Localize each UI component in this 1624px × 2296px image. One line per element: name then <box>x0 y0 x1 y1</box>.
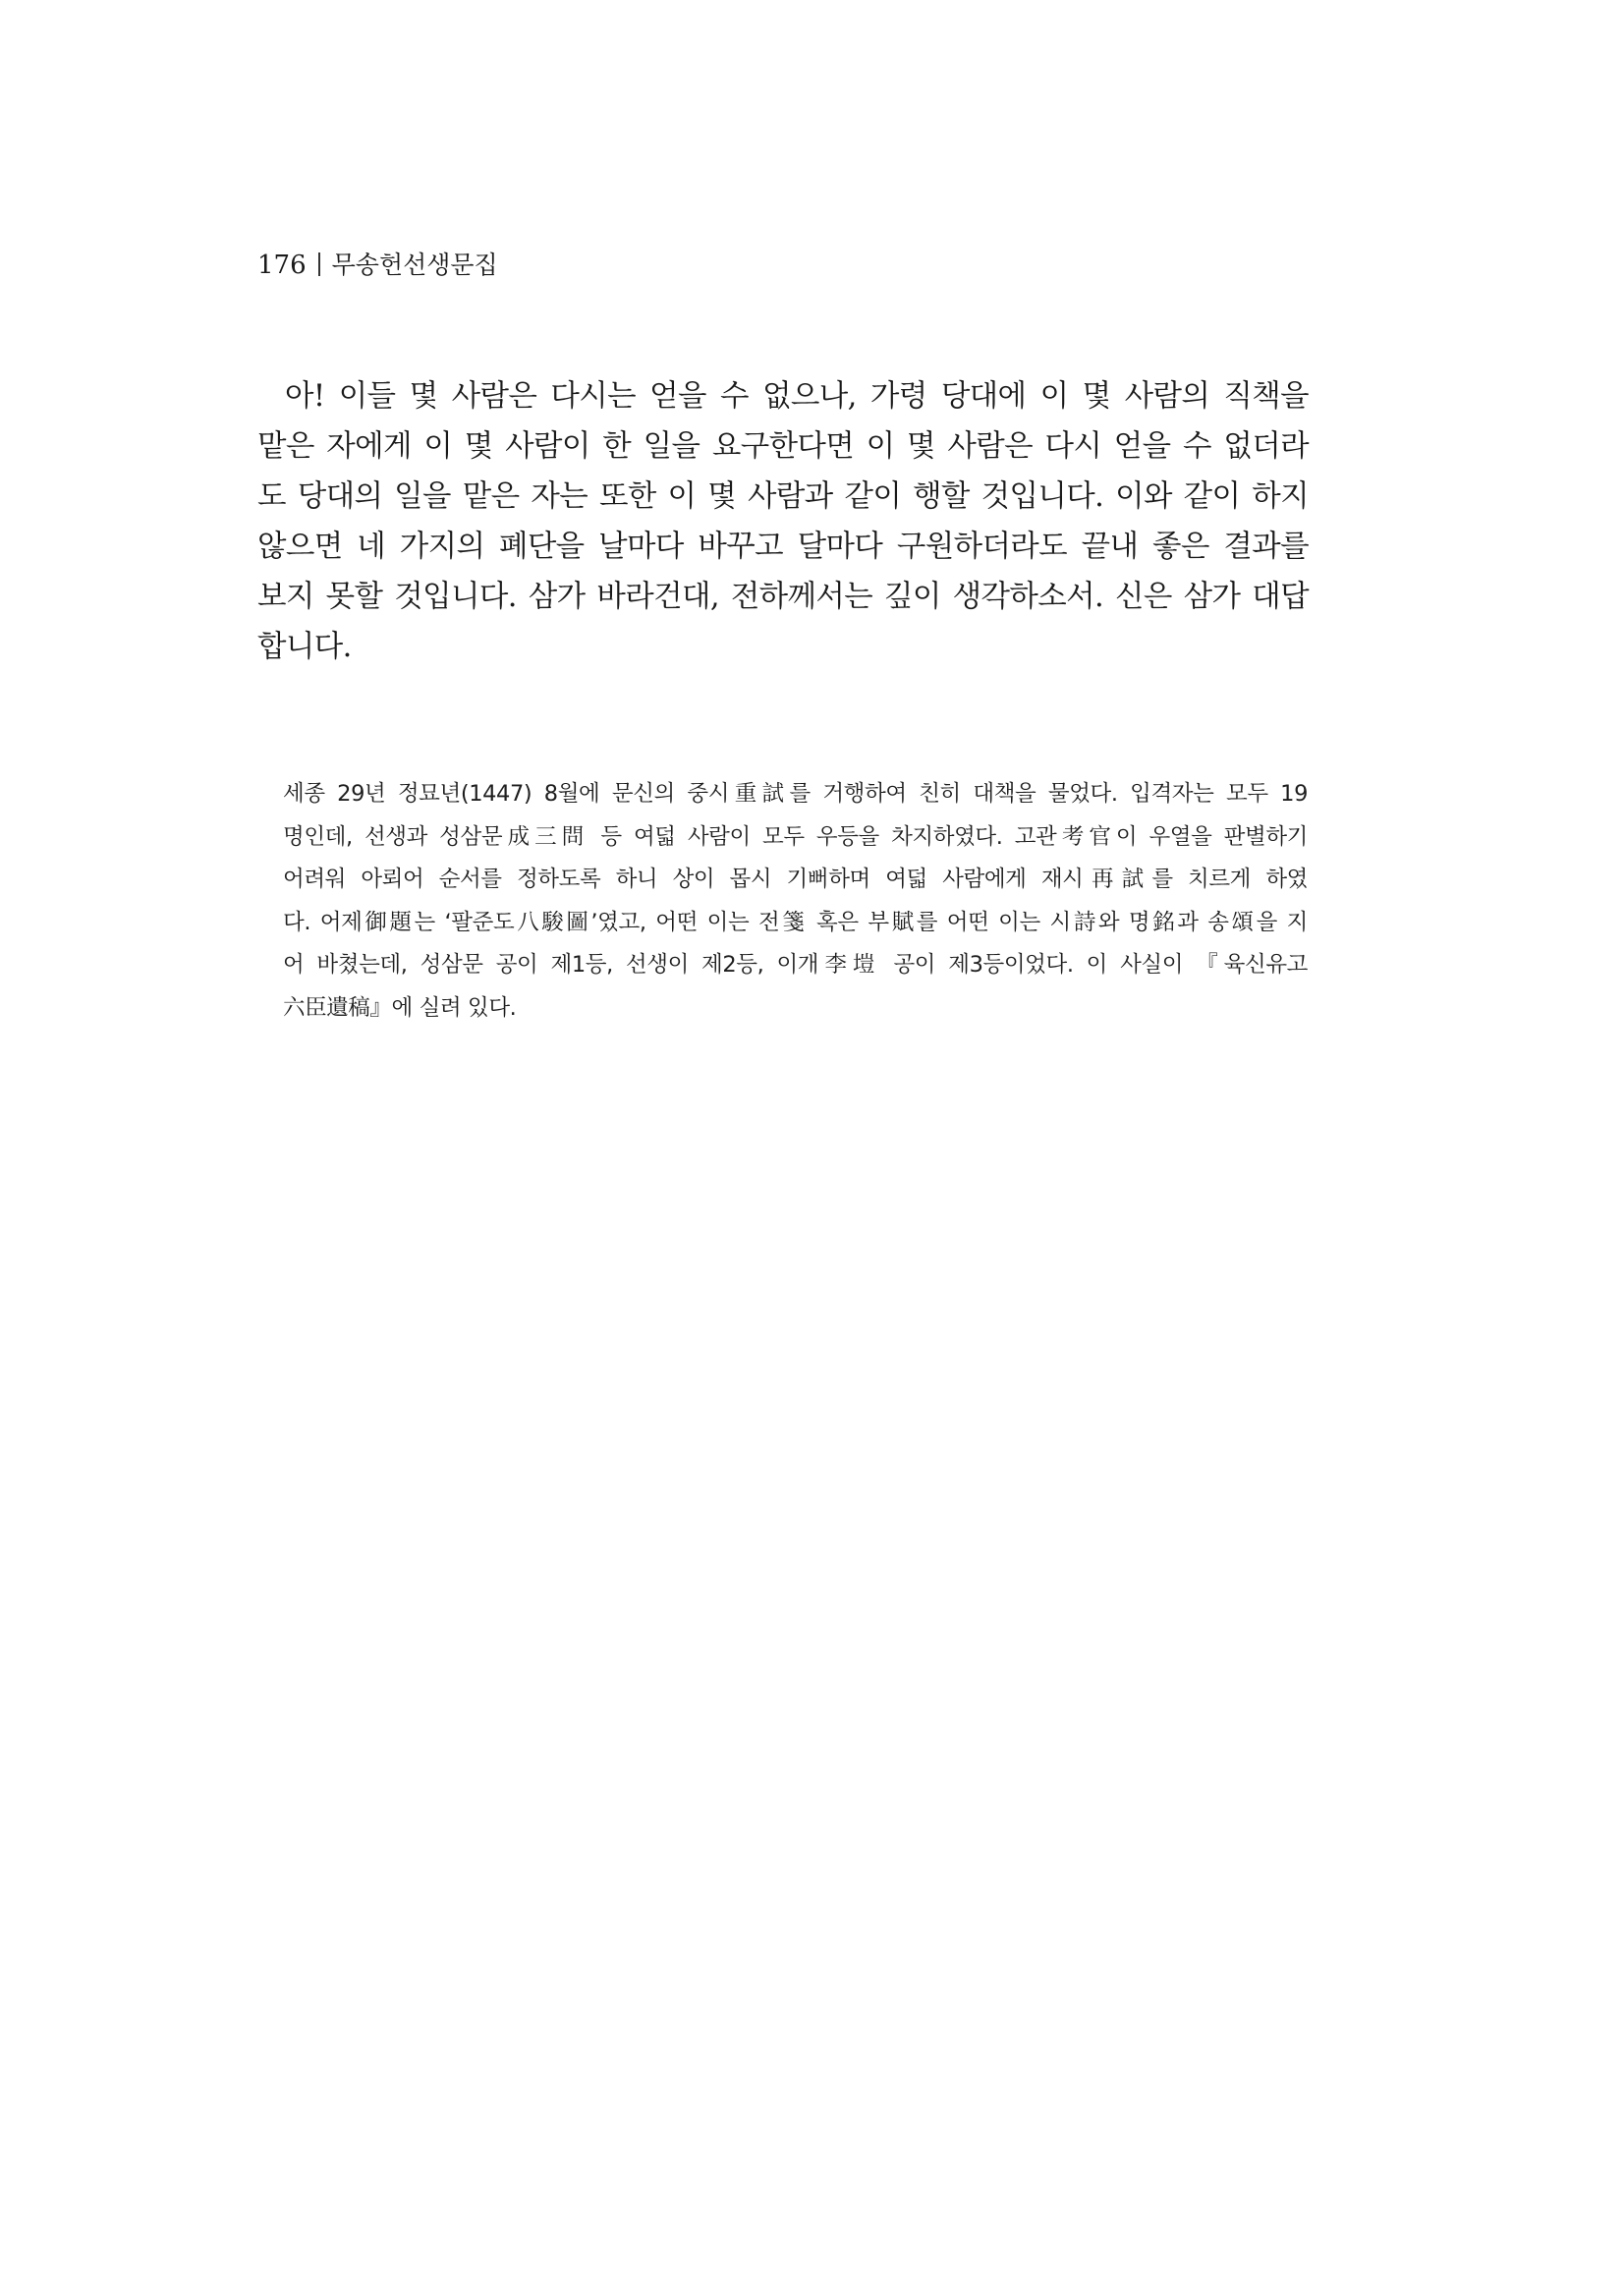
running-head <box>257 248 498 283</box>
body-line: 보지 못할 것입니다. 삼가 바라건대, 전하께서는 깊이 생각하소서. 신은 삼가 대답 <box>257 580 1309 614</box>
body-paragraph <box>257 371 1309 672</box>
note-line: 다. 어제御題는 ‘팔준도八駿圖’였고, 어떤 이는 전箋 혹은 부賦를 어떤 이는 시詩와 명銘과 송頌을 지 <box>283 909 1308 935</box>
body-line: 않으면 네 가지의 폐단을 날마다 바꾸고 달마다 구원하더라도 끝내 좋은 결과를 <box>257 530 1309 564</box>
body-line: 도 당대의 일을 맡은 자는 또한 이 몇 사람과 같이 행할 것입니다. 이와 같이 하지 <box>257 479 1309 514</box>
note-line: 명인데, 선생과 성삼문成三問 등 여덟 사람이 모두 우등을 차지하였다. 고관考官이 우열을 판별하기 <box>283 823 1308 850</box>
book-title: 무송헌선생문집 <box>331 251 498 279</box>
note-line: 六臣遺稿』에 실려 있다. <box>283 994 517 1021</box>
note-line: 어려워 아뢰어 순서를 정하도록 하니 상이 몹시 기뻐하며 여덟 사람에게 재시再試를 치르게 하였 <box>283 867 1308 892</box>
note-paragraph <box>283 773 1308 1030</box>
body-line: 합니다. <box>257 630 352 664</box>
body-line: 맡은 자에게 이 몇 사람이 한 일을 요구한다면 이 몇 사람은 다시 얻을 수 없더라 <box>257 429 1309 464</box>
page-number: 176 <box>257 251 307 280</box>
header-divider <box>318 252 320 276</box>
body-line: 아! 이들 몇 사람은 다시는 얻을 수 없으나, 가령 당대에 이 몇 사람의 직책을 <box>285 379 1309 414</box>
note-line: 어 바쳤는데, 성삼문 공이 제1등, 선생이 제2등, 이개李塏 공이 제3등이었다. 이 사실이 『육신유고 <box>283 952 1308 978</box>
note-line: 세종 29년 정묘년(1447) 8월에 문신의 중시重試를 거행하여 친히 대책을 물었다. 입격자는 모두 19 <box>283 781 1308 807</box>
